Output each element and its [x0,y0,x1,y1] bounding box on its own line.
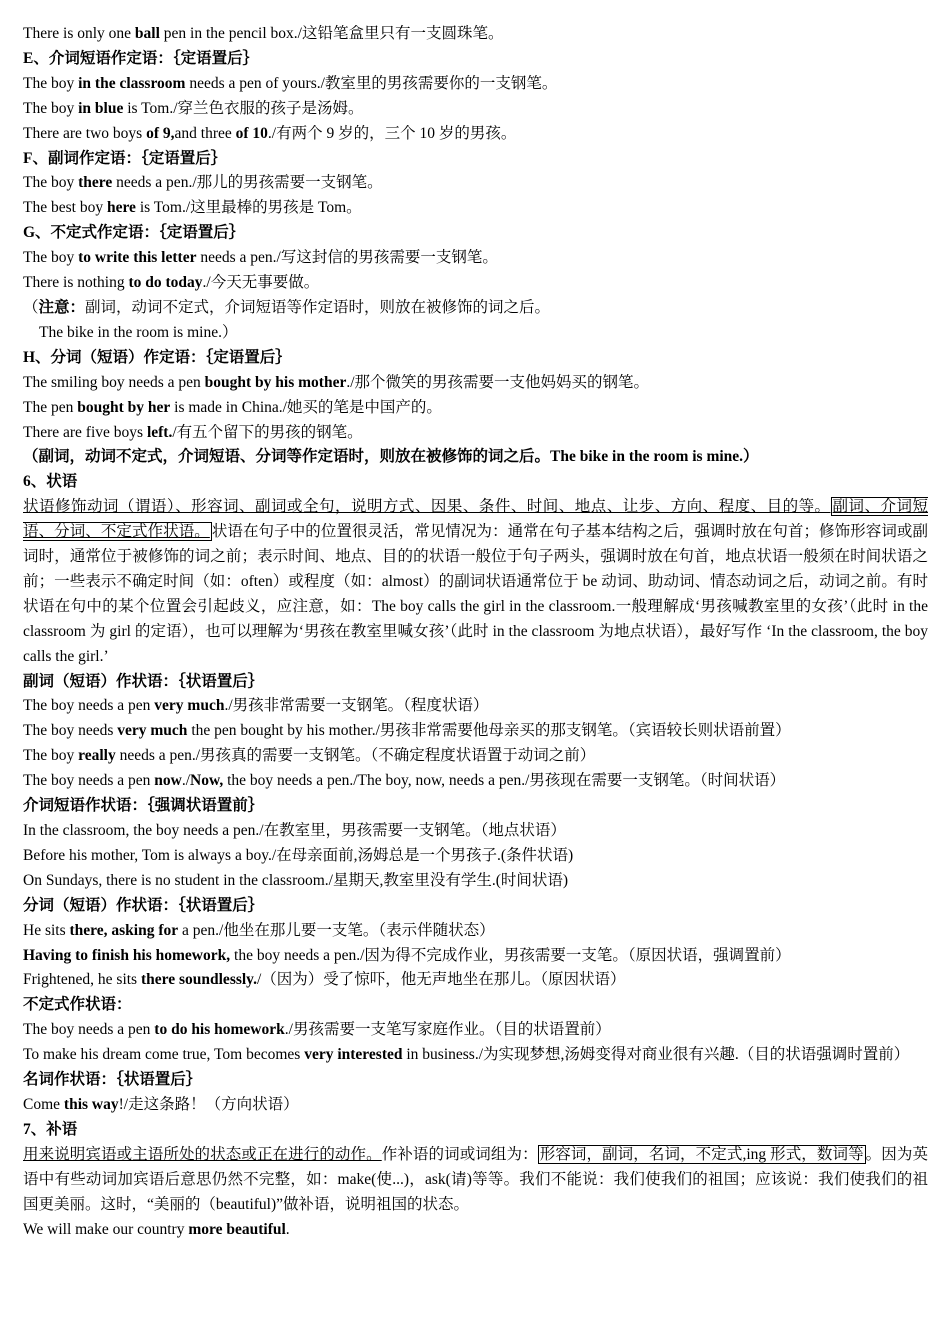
section-heading [23,147,928,172]
bold-phrase: left. [146,423,173,441]
bold-phrase: to do his homework [154,1021,285,1039]
text-line [23,769,928,794]
text-segment: F、副词作定语：｛定语置后｝ [23,149,227,167]
text-segment: 分词（短语）作状语：｛状语置后｝ [23,896,264,914]
bold-phrase: Having to finish his homework, [23,946,231,964]
section-heading [23,470,928,495]
text-segment: The boy needs [23,722,118,740]
text-segment: the pen bought by his mother./男孩非常需要他母亲买的那支钢笔。（宾语较长则状语前置） [187,722,791,740]
text-segment: Frightened, he sits [23,971,141,989]
bold-phrase: very interested [304,1046,403,1064]
text-segment: （副词，动词不定式，介词短语、分词等作定语时，则放在被修饰的词之后。The bike in the room is mine.） [23,448,759,466]
section-heading [23,993,928,1018]
text-line [23,1143,928,1218]
bold-phrase: really [78,747,116,765]
section-heading [23,894,928,919]
bold-phrase: of 9, [146,124,175,142]
text-line [23,1043,928,1068]
text-segment: ./男孩非常需要一支钢笔。（程度状语） [224,697,489,715]
text-segment: The boy needs a pen [23,772,155,790]
text-segment: 副词（短语）作状语：｛状语置后｝ [23,672,264,690]
text-segment: We will make our country [23,1220,189,1238]
text-segment: is Tom./穿兰色衣服的孩子是汤姆。 [123,99,364,117]
text-line [23,171,928,196]
text-segment: The pen [23,398,78,416]
text-segment: There is nothing [23,274,129,292]
text-line [23,719,928,744]
section-heading [23,1068,928,1093]
text-line [23,321,928,346]
text-line [23,22,928,47]
text-segment: 名词作状语：｛状语置后｝ [23,1071,202,1089]
bold-phrase: in the classroom [78,74,186,92]
text-segment: /有五个留下的男孩的钢笔。 [172,423,363,441]
text-segment: ./ [181,772,191,790]
text-segment: E、介词短语作定语：｛定语置后｝ [23,49,259,67]
text-line [23,1218,928,1243]
text-segment: The boy [23,249,79,267]
section-heading [23,221,928,246]
text-segment: 状语在句子中的位置很灵活，常见情况为：通常在句子基本结构之后，强调时放在句首；修饰形容词或副词时，通常位于被修饰的词之前；表示时间、地点、目的的状语一般位于句子两头，强调时放在句首，地点状语一般须在时间状语之前；一些表示不确定时间（如：often）或程度（如：almost）的副词状语通常位于 be 动词、助动词、情态动词之后，动词之前。有时状语在句中的某个位置会引起歧义，应注意，如：The boy calls the girl in the classroom.一般理解成‘男孩喊教室里的女孩’（此时 in the classroom 为 girl 的定语），也可以理解为‘男孩在教室里喊女孩’（此时 in the classroom 为地点状语），最好写作 ‘In the classroom, the boy calls the girl.’ [23,523,928,665]
text-segment: ./今天无事要做。 [202,274,320,292]
bold-phrase: there [78,174,113,192]
text-segment: There is only one [23,25,135,42]
text-segment: needs a pen./男孩真的需要一支钢笔。（不确定程度状语置于动词之前） [115,747,596,765]
text-segment: !/走这条路！（方向状语） [118,1095,299,1113]
bold-phrase: to write this letter [78,249,197,267]
text-line [23,396,928,421]
bold-phrase: now [154,772,182,790]
text-line [23,196,928,221]
text-line [23,819,928,844]
text-segment: The best boy [23,199,107,217]
text-segment: There are two boys [23,124,147,142]
text-segment: He sits [23,921,70,939]
text-segment: 不定式作状语： [23,996,132,1014]
text-segment: To make his dream come true, Tom becomes [23,1046,305,1064]
text-segment: ./那个微笑的男孩需要一支他妈妈买的钢笔。 [346,373,650,391]
section-heading [23,445,928,470]
text-segment: 介词短语作状语：｛强调状语置前｝ [23,797,264,815]
text-segment: The boy [23,74,79,92]
text-segment: 7、补语 [23,1120,78,1138]
bold-phrase: Now, [190,772,224,790]
text-line [23,271,928,296]
text-line [23,296,928,321]
text-line [23,371,928,396]
text-segment: . [285,1220,290,1238]
text-segment: The bike in the room is mine.） [39,323,238,341]
section-heading [23,346,928,371]
bold-phrase: 注意： [38,298,86,316]
text-segment: is made in China./她买的笔是中国产的。 [170,398,442,416]
text-segment: 。因为英语中有些动词加宾语后意思仍然不完整，如：make(使...)，ask(请)等等。我们不能说：我们使我们的祖国；应该说：我们使我们的祖国更美丽。这时，“美丽的（beautiful)”做补语，说明祖国的状态。 [23,1145,928,1213]
bold-phrase: of 10 [235,124,268,142]
text-segment: a pen./他坐在那儿要一支笔。（表示伴随状态） [178,921,495,939]
text-segment: In the classroom, the boy needs a pen./在教室里，男孩需要一支钢笔。（地点状语） [23,822,566,839]
section-heading [23,47,928,72]
text-line [23,1093,928,1118]
text-line [23,968,928,993]
text-line [23,744,928,769]
text-line [23,72,928,97]
text-segment: The boy [23,99,79,117]
text-segment: 6、状语 [23,473,78,491]
text-segment: Before his mother, Tom is always a boy./在母亲面前,汤姆总是一个男孩子.(条件状语) [23,846,574,864]
text-segment: needs a pen./那儿的男孩需要一支钢笔。 [112,174,383,192]
section-heading [23,670,928,695]
text-line [23,869,928,894]
text-segment: and three [174,124,236,142]
bold-phrase: in blue [78,99,124,117]
text-segment: the boy needs a pen./因为得不完成作业，男孩需要一支笔。（原因状语，强调置前） [230,946,791,964]
text-segment: ./有两个 9 岁的，三个 10 岁的男孩。 [267,124,517,142]
text-segment: ./男孩需要一支笔写家庭作业。（目的状语置前） [284,1021,611,1039]
text-line [23,944,928,969]
text-segment: H、分词（短语）作定语：｛定语置后｝ [23,348,291,366]
text-segment: 用来说明宾语或主语所处的状态或正在进行的动作。 [23,1145,382,1163]
text-line [23,421,928,446]
text-segment: needs a pen./写这封信的男孩需要一支钢笔。 [196,249,498,267]
text-segment: 作补语的词或词组为： [381,1145,538,1163]
text-line [23,1018,928,1043]
text-line [23,694,928,719]
bold-phrase: to do today [128,274,203,292]
text-segment: Come [23,1095,64,1113]
text-segment: in business./为实现梦想,汤姆变得对商业很有兴趣.（目的状语强调时置前） [402,1046,910,1064]
text-segment: The boy [23,747,79,765]
text-segment: the boy needs a pen./The boy, now, needs a pen./男孩现在需要一支钢笔。（时间状语） [223,772,786,790]
text-segment: The boy [23,174,79,192]
text-segment: There are five boys [23,423,147,441]
text-line [23,844,928,869]
text-segment: pen in the pencil box./这铅笔盒里只有一支圆珠笔。 [159,25,504,42]
text-segment: /（因为）受了惊吓，他无声地坐在那儿。（原因状语） [256,971,626,989]
text-line [23,919,928,944]
bold-phrase: there, asking for [69,921,179,939]
text-segment: （ [23,298,39,316]
bold-phrase: more beautiful [188,1220,286,1238]
bold-phrase: very much [117,722,188,740]
text-line [23,495,928,669]
text-segment: is Tom./这里最棒的男孩是 Tom。 [135,199,362,217]
text-line [23,122,928,147]
text-segment: G、不定式作定语：｛定语置后｝ [23,224,245,242]
section-heading [23,794,928,819]
bold-phrase: there soundlessly. [140,971,257,989]
bold-phrase: bought by his mother [204,373,347,391]
text-segment: 副词，动词不定式，介词短语等作定语时，则放在被修饰的词之后。 [85,298,551,316]
bold-phrase: bought by her [77,398,171,416]
text-line [23,246,928,271]
bold-phrase: this way [63,1095,119,1113]
text-segment: The boy needs a pen [23,697,155,715]
bold-phrase: here [106,199,136,217]
text-segment: 状语修饰动词（谓语）、形容词、副词或全句，说明方式、因果、条件、时间、地点、让步、方向、程度、目的等。 [23,498,831,516]
text-segment: The smiling boy needs a pen [23,373,205,391]
boxed-phrase: 形容词，副词，名词，不定式,ing 形式，数词等 [539,1145,864,1163]
bold-phrase: ball [134,25,160,42]
text-line [23,97,928,122]
boxed-phrase: 副词、介词短语、分词、不定式作状语。 [23,498,928,541]
section-heading [23,1118,928,1143]
bold-phrase: very much [154,697,225,715]
text-segment: needs a pen of yours./教室里的男孩需要你的一支钢笔。 [185,74,558,92]
text-segment: On Sundays, there is no student in the classroom./星期天,教室里没有学生.(时间状语) [23,871,569,889]
text-segment: The boy needs a pen [23,1021,155,1039]
